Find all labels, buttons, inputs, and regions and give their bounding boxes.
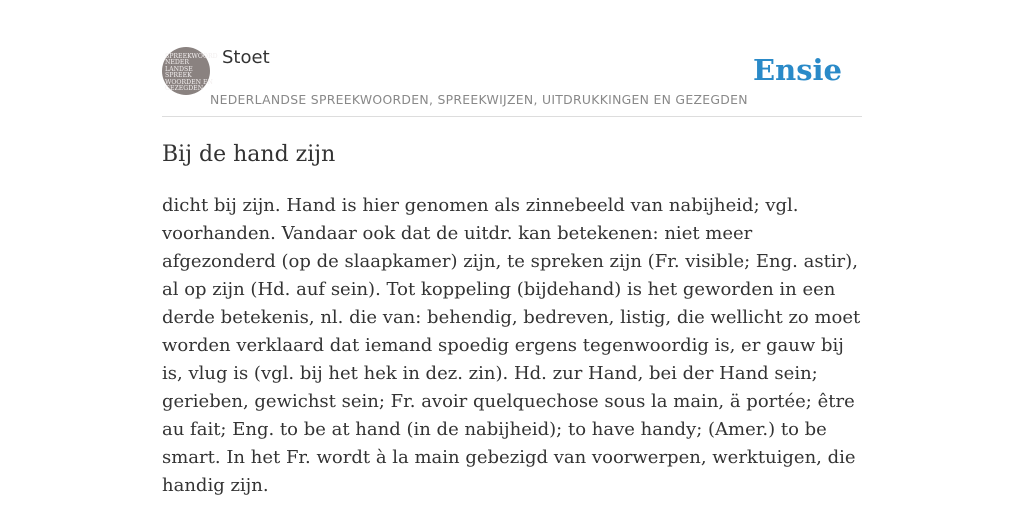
- source-name[interactable]: Stoet: [222, 47, 270, 68]
- entry-title: Bij de hand zijn: [162, 142, 336, 167]
- brand-logo[interactable]: Ensie: [753, 53, 842, 87]
- avatar-logo-lines: NEDER LANDSE SPREEK WOORDEN EN GEZEGDEN: [165, 59, 213, 93]
- avatar-logo-top: SPREEKWOORD: [165, 53, 218, 60]
- source-header: [162, 46, 862, 117]
- source-subtitle: NEDERLANDSE SPREEKWOORDEN, SPREEKWIJZEN, UITDRUKKINGEN EN GEZEGDEN: [210, 92, 748, 107]
- source-avatar[interactable]: [162, 47, 218, 95]
- entry-definition: dicht bij zijn. Hand is hier genomen als zinnebeeld van nabijheid; vgl. voorhanden. Vandaar ook dat de uitdr. kan betekenen: niet meer afgezonderd (op de slaapkamer) zijn, te spreken zijn (Fr. visible; Eng. astir), al op zijn (Hd. auf sein). Tot koppeling (bijdehand) is het geworden in een derde betekenis, nl. die van: behendig, bedreven, listig, die wellicht zo moet worden verklaard dat iemand spoedig ergens tegenwoordig is, er gauw bij is, vlug is (vgl. bij het hek in dez. zin). Hd. zur Hand, bei der Hand sein; gerieben, gewichst sein; Fr. avoir quelquechose sous la main, ä portée; être au fait; Eng. to be at hand (in de nabijheid); to have handy; (Amer.) to be smart. In het Fr. wordt à la main gebezigd van voorwerpen, werktuigen, die handig zijn.: [162, 195, 861, 496]
